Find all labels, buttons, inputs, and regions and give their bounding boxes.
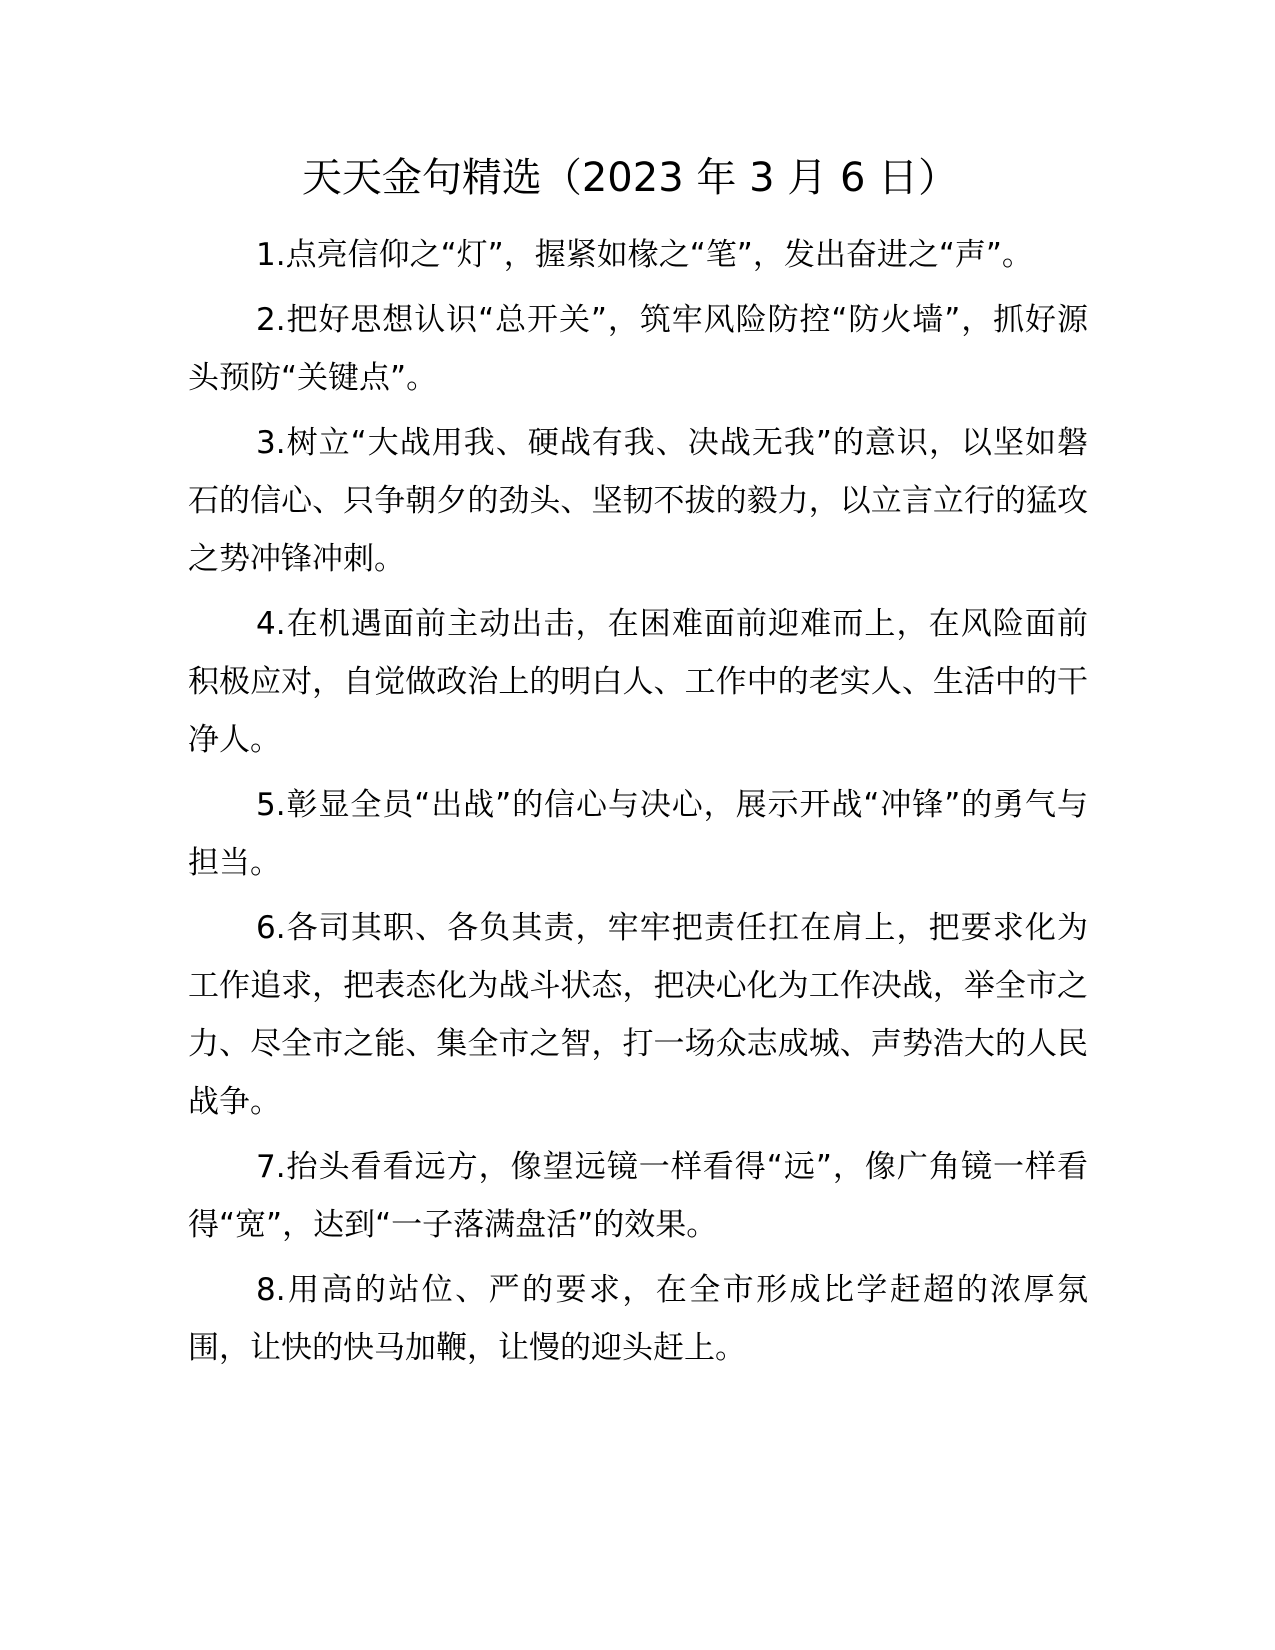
document-title: 天天金句精选（2023 年 3 月 6 日） — [301, 155, 959, 201]
quote-paragraph-7: 7.抬头看看远方，像望远镜一样看得“远”，像广角镜一样看得“宽”，达到“一子落满盘活”的效果。 — [188, 1149, 1088, 1243]
quote-paragraph-5: 5.彰显全员“出战”的信心与决心，展示开战“冲锋”的勇气与担当。 — [188, 787, 1088, 881]
quote-paragraph-1: 1.点亮信仰之“灯”，握紧如椽之“笔”，发出奋进之“声”。 — [256, 237, 1033, 273]
quote-paragraph-3: 3.树立“大战用我、硬战有我、决战无我”的意识，以坚如磐石的信心、只争朝夕的劲头、坚韧不拔的毅力，以立言立行的猛攻之势冲锋冲刺。 — [188, 425, 1088, 577]
quote-paragraph-4: 4.在机遇面前主动出击，在困难面前迎难而上，在风险面前积极应对，自觉做政治上的明白人、工作中的老实人、生活中的干净人。 — [188, 606, 1088, 758]
quote-paragraph-6: 6.各司其职、各负其责，牢牢把责任扛在肩上，把要求化为工作追求，把表态化为战斗状态，把决心化为工作决战，举全市之力、尽全市之能、集全市之智，打一场众志成城、声势浩大的人民战争。 — [188, 910, 1088, 1120]
document-body — [188, 226, 1088, 1384]
quote-paragraph-8: 8.用高的站位、严的要求，在全市形成比学赶超的浓厚氛围，让快的快马加鞭，让慢的迎头赶上。 — [188, 1272, 1088, 1366]
quote-paragraph-2: 2.把好思想认识“总开关”，筑牢风险防控“防火墙”，抓好源头预防“关键点”。 — [188, 302, 1088, 396]
